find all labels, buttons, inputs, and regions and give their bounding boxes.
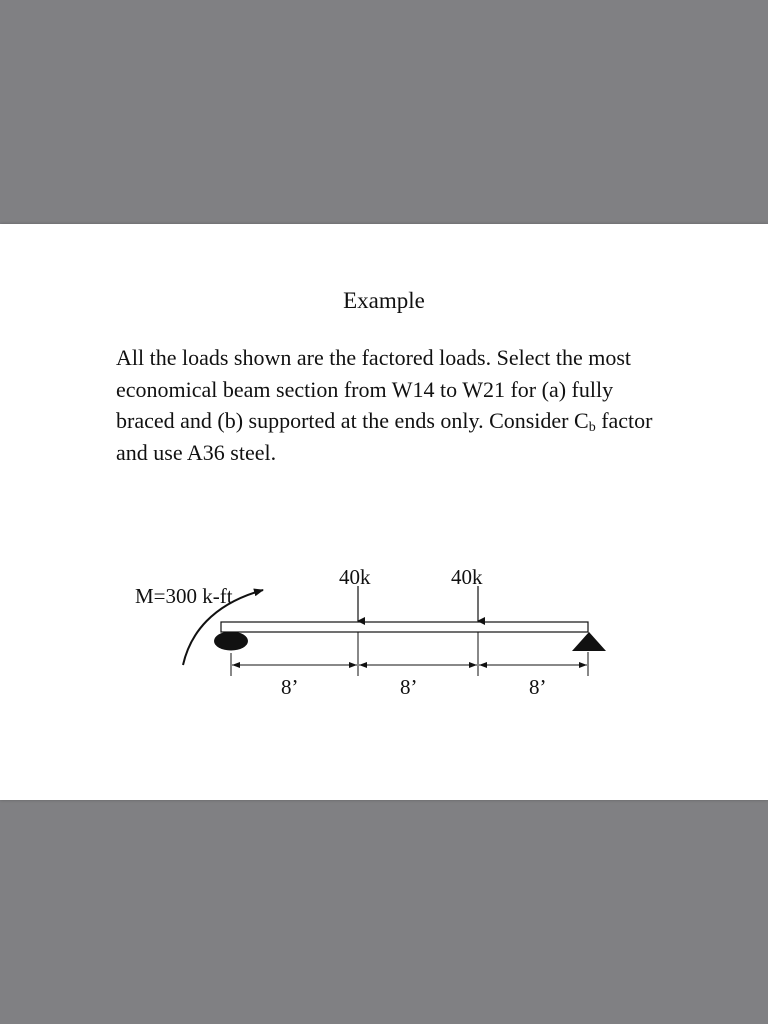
span-label-1: 8’ <box>281 675 299 699</box>
slide <box>0 224 768 800</box>
load-left-label: 40k <box>339 565 371 589</box>
moment-label: M=300 k-ft <box>135 584 233 608</box>
slide-title: Example <box>343 288 425 313</box>
problem-text-part2: factor and use A36 steel. <box>116 408 653 465</box>
problem-text-part1: All the loads shown are the factored loads. Select the most economical beam section from W14 to W21 for (a) fully braced and (b) supported at the ends only. Consider C <box>116 345 632 433</box>
right-support <box>572 632 606 651</box>
left-support <box>214 632 248 651</box>
beam-diagram <box>0 224 768 800</box>
span-label-3: 8’ <box>529 675 547 699</box>
span-label-2: 8’ <box>400 675 418 699</box>
beam <box>221 622 588 632</box>
problem-subscript: b <box>588 420 596 435</box>
load-right-label: 40k <box>451 565 483 589</box>
